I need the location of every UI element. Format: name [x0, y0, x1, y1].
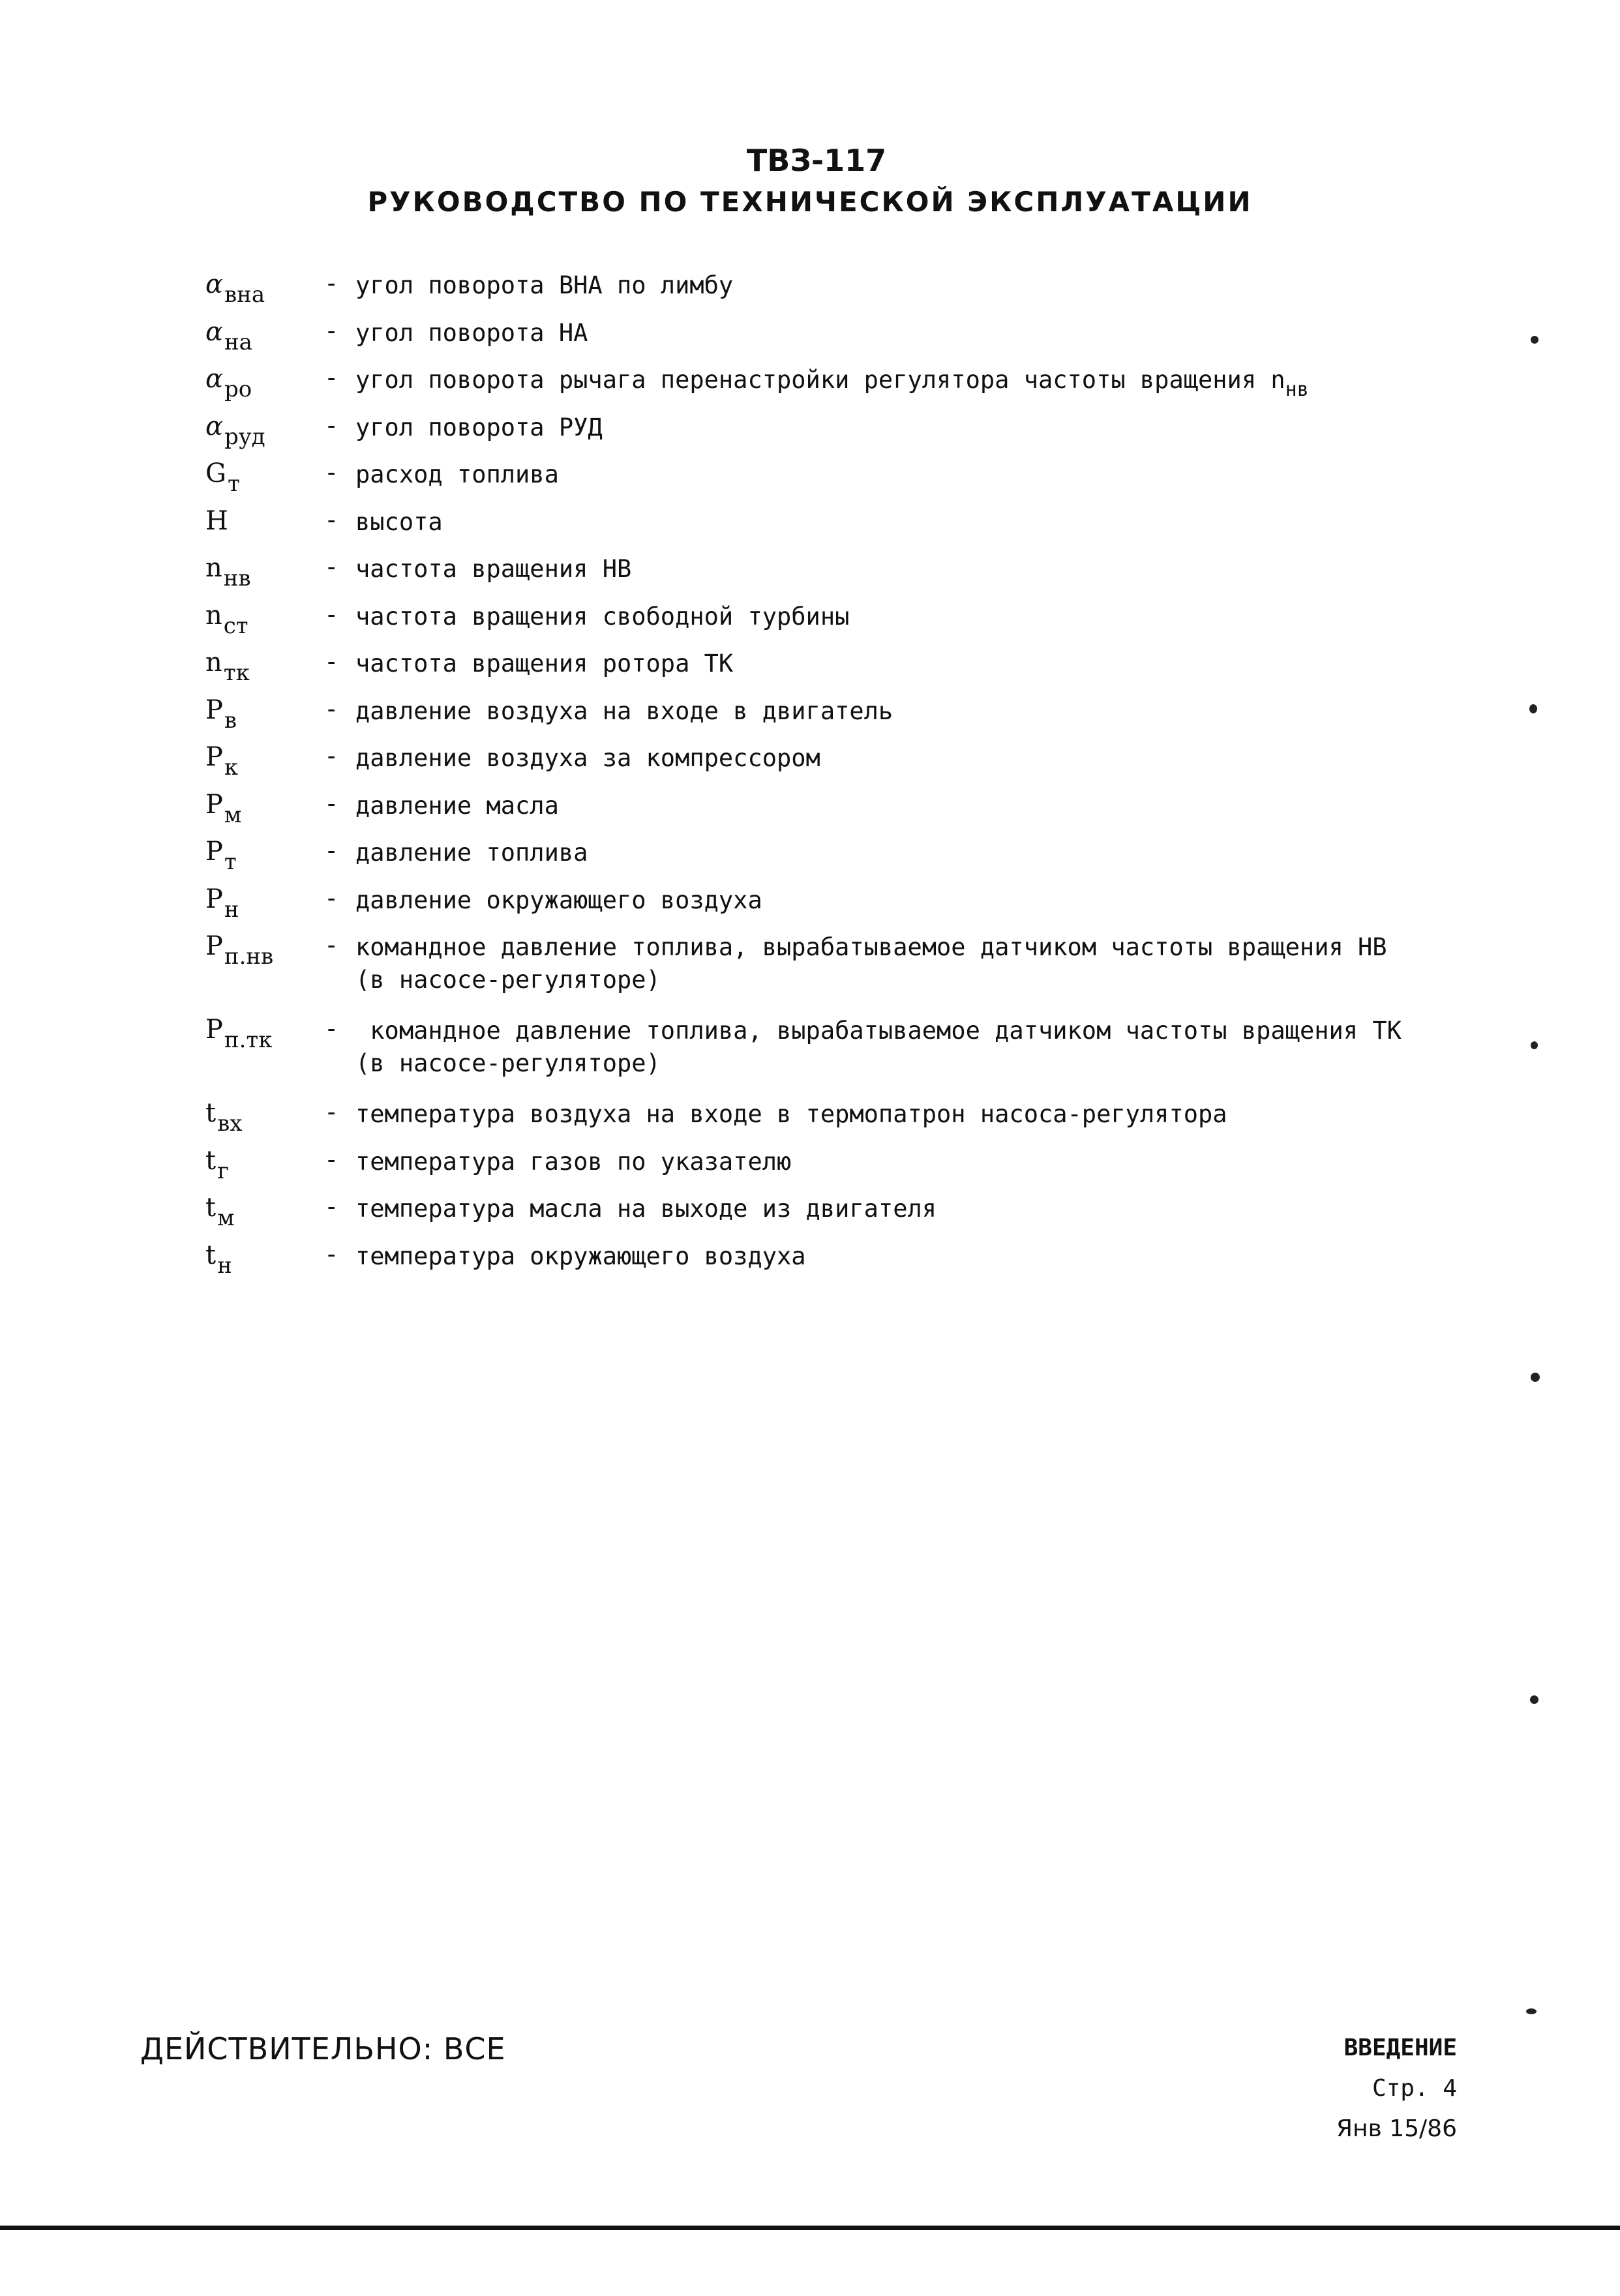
dash: -: [324, 1098, 339, 1126]
scan-speck: [1529, 704, 1537, 713]
scan-speck: [1530, 1695, 1538, 1704]
symbol: $P_т$: [205, 837, 237, 875]
symbol-row: [205, 264, 1445, 312]
dash: -: [324, 269, 339, 297]
symbol-description: частота вращения свободной турбины: [355, 602, 850, 631]
symbol-description: температура масла на выходе из двигателя: [355, 1195, 937, 1223]
symbol-description: давление масла: [355, 791, 559, 820]
symbol: $P_к$: [205, 742, 239, 781]
symbol-description: угол поворота ВНА по лимбу: [355, 271, 734, 299]
section-name: ВВЕДЕНИЕ: [1343, 2035, 1457, 2061]
scan-speck: [1531, 336, 1538, 344]
dash: -: [324, 837, 339, 865]
symbol-row: [205, 1009, 1445, 1093]
dash: -: [324, 1193, 339, 1221]
symbol-description: давление воздуха за компрессором: [355, 744, 820, 772]
symbol-row: [205, 642, 1445, 690]
symbol-description: высота: [355, 507, 443, 536]
symbol: $\alpha_{руд}$: [205, 411, 265, 450]
symbol: $n_{нв}$: [205, 553, 251, 591]
symbol: $P_м$: [205, 789, 242, 828]
symbol-row: [205, 595, 1445, 643]
document-title: РУКОВОДСТВО ПО ТЕХНИЧЕСКОЙ ЭКСПЛУАТАЦИИ: [367, 186, 1253, 218]
symbol: $n_{тк}$: [205, 648, 250, 686]
description-subscript: нв: [1285, 378, 1309, 401]
symbol: $t_н$: [205, 1240, 232, 1279]
scan-speck: [1526, 2008, 1537, 2014]
symbol: $t_м$: [205, 1193, 235, 1231]
symbol-description: командное давление топлива, вырабатываемое датчиком частоты вращения ТК (в насосе-регуляторе): [355, 1017, 1402, 1077]
page-info: [1336, 2028, 1457, 2149]
symbol-row: [205, 831, 1445, 879]
page-number: Стр. 4: [1372, 2075, 1457, 2102]
symbol: H: [205, 505, 228, 536]
symbol: $G_т$: [205, 458, 240, 497]
dash: -: [324, 553, 339, 581]
dash: -: [324, 789, 339, 818]
symbol-row: [205, 926, 1445, 1009]
page-header: [0, 140, 1620, 224]
symbol-row: [205, 453, 1445, 501]
dash: -: [324, 931, 339, 959]
dash: -: [324, 364, 339, 392]
symbol-row: [205, 879, 1445, 927]
bottom-rule: [0, 2226, 1620, 2230]
symbol: $t_г$: [205, 1145, 229, 1184]
symbol-description: угол поворота НА: [355, 318, 588, 347]
dash: -: [324, 1145, 339, 1174]
symbol-row: [205, 1235, 1445, 1283]
symbol: $\alpha_{ро}$: [205, 364, 252, 402]
symbol-row: [205, 548, 1445, 595]
dash: -: [324, 458, 339, 486]
symbol-description: давление топлива: [355, 839, 588, 867]
symbol-row: [205, 359, 1445, 406]
symbol-row: [205, 784, 1445, 832]
symbol: $\alpha_{на}$: [205, 316, 252, 355]
symbol: $P_в$: [205, 694, 237, 734]
symbol-description: командное давление топлива, вырабатываемое датчиком частоты вращения НВ (в насосе-регуляторе): [355, 933, 1387, 994]
symbol-row: [205, 312, 1445, 359]
scan-speck: [1531, 1373, 1540, 1382]
symbol-description: давление окружающего воздуха: [355, 886, 762, 914]
symbol: $t_{вх}$: [205, 1098, 243, 1137]
dash: -: [324, 411, 339, 440]
symbol-row: [205, 1093, 1445, 1141]
symbol: $\alpha_{вна}$: [205, 269, 265, 308]
symbol-row: [205, 1141, 1445, 1188]
dash: -: [324, 600, 339, 629]
symbol: $P_{п.нв}$: [205, 931, 274, 970]
symbol-description: температура воздуха на входе в термопатрон насоса-регулятора: [355, 1100, 1227, 1128]
validity-note: ДЕЙСТВИТЕЛЬНО: ВСЕ: [140, 2031, 506, 2066]
symbol: $P_н$: [205, 884, 239, 923]
revision-date: Янв 15/86: [1336, 2115, 1457, 2142]
dash: -: [324, 742, 339, 770]
dash: -: [324, 648, 339, 676]
dash: -: [324, 1240, 339, 1268]
symbol-description: температура окружающего воздуха: [355, 1242, 806, 1270]
symbol-list: [205, 264, 1445, 1282]
dash: -: [324, 1015, 339, 1043]
symbol: $n_{ст}$: [205, 600, 248, 639]
dash: -: [324, 505, 339, 534]
symbol-description: расход топлива: [355, 460, 559, 488]
symbol: $P_{п.тк}$: [205, 1015, 273, 1053]
scan-speck: [1531, 1041, 1538, 1049]
dash: -: [324, 316, 339, 345]
symbol-description: частота вращения НВ: [355, 555, 632, 583]
symbol-row: [205, 690, 1445, 738]
symbol-description: температура газов по указателю: [355, 1147, 792, 1176]
document-number: ТВЗ-117: [746, 143, 887, 178]
dash: -: [324, 884, 339, 912]
symbol-description: частота вращения ротора ТК: [355, 649, 734, 678]
symbol-row: [205, 501, 1445, 548]
symbol-row: [205, 1187, 1445, 1235]
symbol-description: угол поворота РУД: [355, 413, 603, 441]
symbol-row: [205, 406, 1445, 454]
symbol-description: давление воздуха на входе в двигатель: [355, 696, 893, 725]
symbol-row: [205, 737, 1445, 784]
dash: -: [324, 694, 339, 723]
symbol-description: угол поворота рычага перенастройки регулятора частоты вращения $n_{нв}$: [355, 366, 1309, 401]
